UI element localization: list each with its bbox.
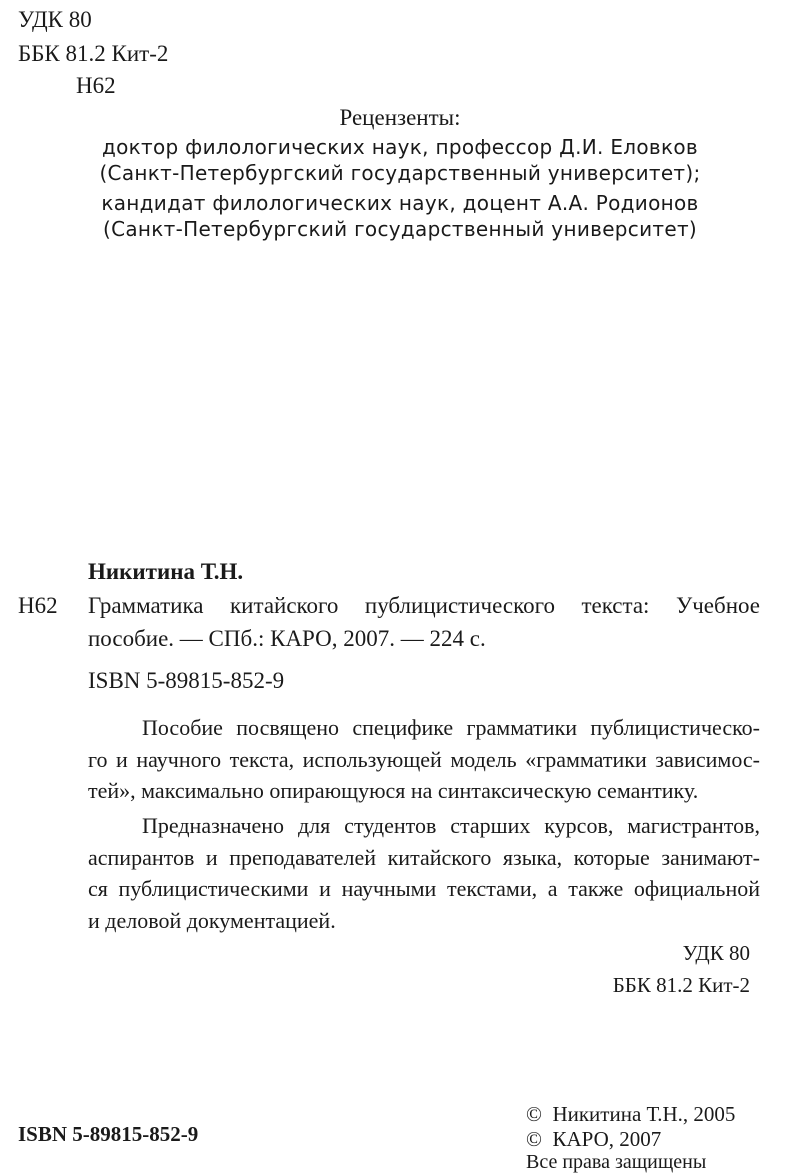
bbk-code: ББК 81.2 Кит-2	[18, 41, 169, 66]
book-title-line-1: Грамматика китайского публицистического текста: Учебное	[88, 593, 760, 618]
bbk-code-right: ББК 81.2 Кит-2	[612, 973, 750, 997]
copyright-publisher: © КАРО, 2007	[526, 1127, 662, 1151]
book-title-line-2: пособие. — СПб.: КАРО, 2007. — 224 с.	[88, 626, 486, 651]
abstract-p1-line-1: Пособие посвящено специфике грамматики публицистическо-	[142, 715, 760, 740]
reviewer-2-affiliation: (Санкт-Петербургский государственный университет)	[102, 217, 698, 241]
abstract-p1-line-2: го и научного текста, использующей модель «грамматики зависимос-	[88, 746, 760, 772]
abstract-p2-line-1: Предназначено для студентов старших курсов, магистрантов,	[142, 813, 760, 838]
reviewer-2-name: кандидат филологических наук, доцент А.А. Родионов	[101, 191, 699, 215]
reviewer-1-affiliation: (Санкт-Петербургский государственный университет);	[99, 161, 701, 185]
abstract-p2-line-4: и деловой документацией.	[88, 907, 336, 933]
udk-code: УДК 80	[18, 7, 92, 32]
book-isbn: ISBN 5-89815-852-9	[88, 668, 285, 693]
abstract-p1-line-3: тей», максимально опирающуюся на синтаксическую семантику.	[88, 778, 699, 803]
book-author: Никитина Т.Н.	[88, 559, 244, 584]
abstract-p2-line-2: аспирантов и преподавателей китайского языка, которые занимают-	[88, 844, 760, 870]
copyright-author: © Никитина Т.Н., 2005	[526, 1102, 736, 1126]
author-mark: Н62	[76, 73, 116, 98]
abstract-paragraph-1	[88, 712, 760, 807]
abstract-p2-line-3: ся публицистическими и научными текстами, а также официальной	[88, 876, 760, 901]
reviewers-title: Рецензенты:	[339, 105, 461, 130]
reviewer-1-name: доктор филологических наук, профессор Д.И. Еловков	[102, 135, 698, 159]
footer-isbn: ISBN 5-89815-852-9	[18, 1122, 199, 1146]
udk-code-right: УДК 80	[682, 941, 750, 965]
book-author-mark: Н62	[18, 593, 58, 618]
abstract-paragraph-2	[88, 810, 760, 936]
rights-reserved: Все права защищены	[526, 1151, 707, 1173]
